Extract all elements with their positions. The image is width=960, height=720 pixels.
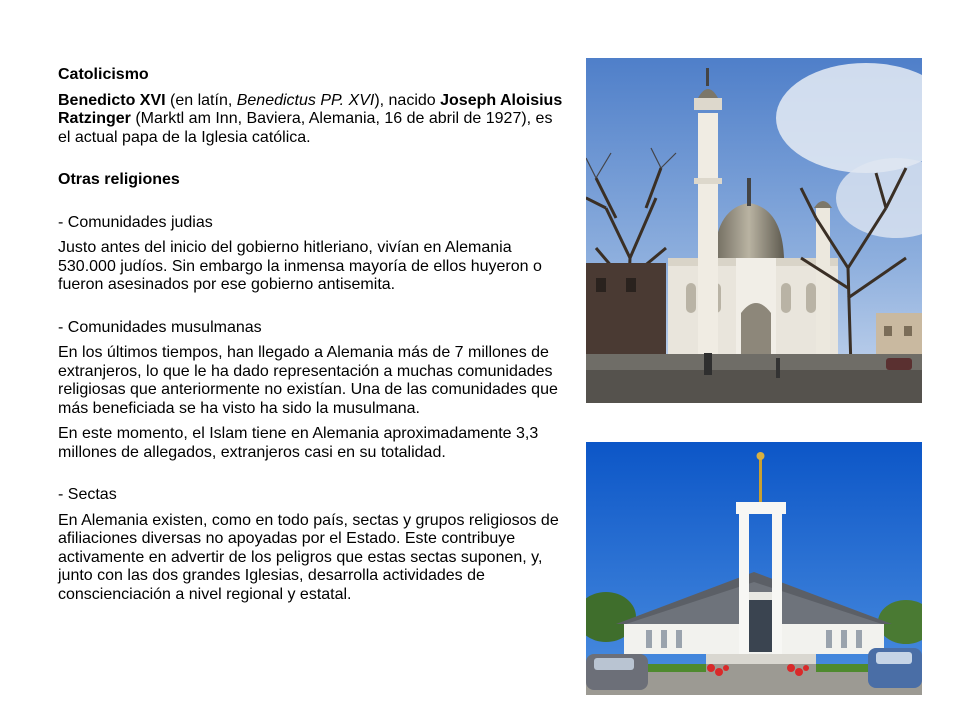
catolicismo-heading: Catolicismo [58, 66, 149, 83]
temple-photo [586, 442, 922, 695]
musulmanas-title: - Comunidades musulmanas [58, 318, 262, 336]
text-segment: ), nacido [374, 91, 441, 109]
mosque-photo [586, 58, 922, 403]
text-segment: (Marktl am Inn, Baviera, Alemania, 16 de abril de 1927), es el actual papa de la Iglesia católica. [58, 110, 553, 146]
otras-religiones-heading: Otras religiones [58, 171, 180, 188]
text-segment: (en latín, [165, 91, 237, 109]
catolicismo-paragraph [58, 92, 568, 148]
sectas-title: - Sectas [58, 486, 117, 503]
main-text [58, 66, 568, 604]
latin-name: Benedictus PP. XVI [236, 91, 375, 109]
sectas-paragraph: En Alemania existen, como en todo país, sectas y grupos religiosos de afiliaciones diversas no apoyadas por el Estado. Este contribuye activamente en advertir de los peligros que estas sectas suponen, y, junto con las dos grandes Iglesias, desarrolla actividades de conscienciación a nivel regional y estatal. [58, 511, 559, 603]
pope-name: Benedicto XVI [58, 91, 166, 109]
judias-paragraph: Justo antes del inicio del gobierno hitleriano, vivían en Alemania 530.000 judíos. Sin embargo la inmensa mayoría de ellos huyeron o fueron asesinados por ese gobierno antisemita. [58, 239, 542, 293]
birth-name: Joseph Aloisius Ratzinger [58, 91, 563, 127]
judias-title: - Comunidades judias [58, 213, 213, 231]
islam-paragraph: En este momento, el Islam tiene en Alemania aproximadamente 3,3 millones de allegados, extranjeros casi en su totalidad. [58, 425, 539, 461]
musulmanas-paragraph: En los últimos tiempos, han llegado a Alemania más de 7 millones de extranjeros, lo que le ha dado representación a muchas comunidades religiosas que anteriormente no existían. Una de las comunidades que más beneficiada se ha visto ha sido la musulmana. [58, 344, 558, 417]
mosque-illustration [586, 58, 922, 403]
temple-illustration [586, 442, 922, 695]
